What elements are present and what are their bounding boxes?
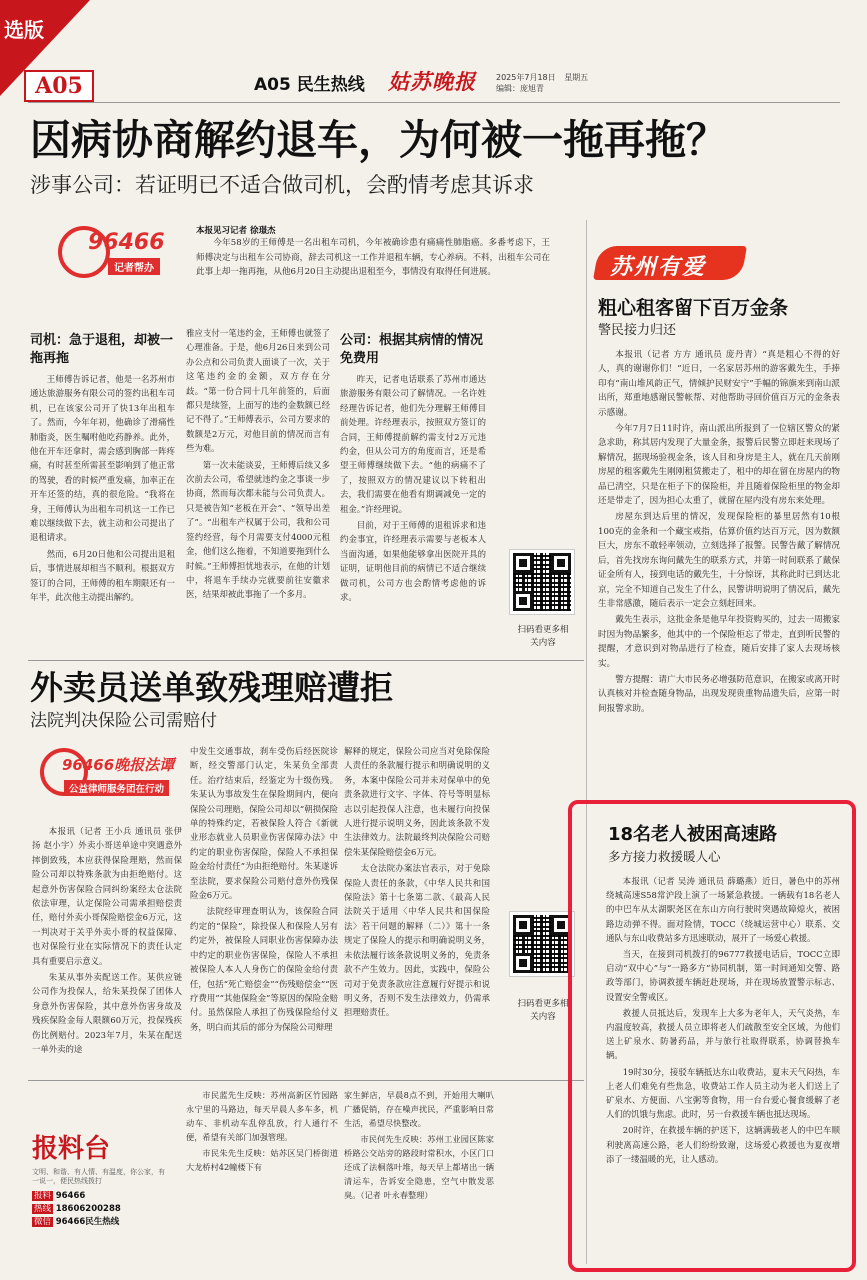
header-meta: [496, 72, 588, 94]
baoliao-line: [32, 1216, 119, 1228]
baoliao-col2: [344, 1088, 494, 1264]
paragraph: 中发生交通事故，刹车受伤后经医院诊断，经交警部门认定，朱某负全部责任。治疗结束后，经鉴定为十级伤残。朱某认为事故发生在保险期间内，便向保险公司理赔，保险公司却以“朝损保险单的特殊约定，若被保险人符合《新就业形态就业人员职业伤害保障办法》中约定的职业伤害保险，保险人不承担保险金给付责任”为由拒绝赔付。朱某遂诉至法院，要求保险公司赔付意外伤残保险金6万元。: [190, 746, 338, 901]
lead-title: 因病协商解约退车，为何被一拖再拖？: [30, 116, 727, 164]
qr-finder: [513, 915, 533, 935]
waimai-col3-body: [344, 744, 490, 1072]
qr-finder: [551, 553, 571, 573]
baoliao-line-value: 96466: [55, 1191, 86, 1201]
paragraph: 然而，6月20日他和公司提出退租后，事情进展却相当不顺利。根据双方签订的合同，王师傅的租车期限还有一年半，此次他主动提出解约。: [30, 548, 175, 603]
paragraph: 市民蓝先生反映：苏州高新区竹园路永宁里的马路边，每天早晨人多车多，机动车、非机动车乱停乱放，行人通行不便，希望有关部门加强管理。: [186, 1090, 338, 1142]
paragraph: 警方提醒：请广大市民务必增强防范意识，在搬家或离开时认真核对并检查随身物品，出现发现贵重物品遗失后，应第一时间报警求助。: [598, 674, 840, 714]
paragraph: 目前，对于王师傅的退租诉求和违约金事宜，许经理表示需要与老板本人当面沟通，如果他能够拿出医院开具的证明，证明他目前的病情已不适合继续做司机，公司方也会酌情考虑他的诉求。: [340, 520, 486, 603]
paragraph: 本报讯（记者 方方 通讯员 庞丹青）“真是粗心不得的好人，真的谢谢你们！”近日，一名家居苏州的游客戴先生，手捧印有“南山堆风韵正气，情倾护民财安宁”手幅的锦旗来到南山派出所，郑重地感谢民警帐帮、对他帮助寻回价值百万元的金条表示感谢。: [598, 350, 840, 418]
corner-label: 选版: [4, 18, 44, 42]
qr-caption-2: 扫码看更多相关内容: [517, 999, 569, 1022]
gaosu-title: 18名老人被困高速路: [608, 824, 778, 845]
baoliao-box: [32, 1134, 168, 1230]
section-rule: [28, 1080, 584, 1081]
paragraph: 房屋东到达后里的情况，发现保险柜的暴里居然有10根100克的金条和一个藏宝戒指，估算价值约达百万元，因为数额巨大，房东不敢轻率领动，立刻选择了报警。民警告戴了解情况后，首先找房东询问戴先生的联系方式，并第一时间联系了戴保证金所有人，接到电话的戴先生，十分惊讶，其称此时已到达北京，完全不知道自己发生了什么，民警讲明说明了情况后，戴先生非常感激，随后表示一定会立刻赶回来。: [598, 512, 840, 609]
paragraph: 今年7月7日11时许，南山派出所报到了一位辖区警众的紧急求助，称其居内发现了大量金条，报警后民警立即赶来现场了解情况，据现场验视金条，该人目和身房是主人，就在几天前刚房屋的租客戴先生刚刚租赁搬走了，租中的却在留在房屋内的物品已清空，只是在柜子下的保险柜，并且随着保险柜里的物金却还是带走了，因为担心太重了，就留在屋内没有房东来处理。: [598, 424, 840, 507]
lead-col3-heading: 公司：根据其病情的情况免费用: [340, 333, 484, 366]
lead-subtitle: 涉事公司：若证明已不适合做司机，会酌情考虑其诉求: [30, 173, 534, 197]
paragraph: 法院经审理查明认为，该保险合同约定的“保险”，除投保人和保险人另有约定外，被保险人同职业伤害保障办法中约定的职业伤害保险，保险人不承担被保险人本人人身伤亡的保险金给付责任，包括“死亡赔偿金”“伤残赔偿金”“医疗费用”“其他保险金”等原因的保险金赔付。虽然保险人承担了伤残保险给付义务，明白而其后的部分为保险公司辩理: [190, 906, 338, 1032]
lead-col3-body: [340, 372, 486, 644]
lead-col2-body: [186, 326, 330, 644]
qr-finder: [513, 591, 533, 611]
baoliao-col1: [186, 1088, 338, 1264]
qr-caption-1: 扫码看更多相关内容: [517, 625, 569, 648]
baoliao-line-label: 微信: [34, 1217, 52, 1227]
baoliao-line-value: 18606200288: [55, 1204, 121, 1214]
lead-intro-text: 今年58岁的王师傅是一名出租车司机，今年被确诊患有痛痛性肺脂癌。多番考虑下，王师傅决定与出租车公司协商，辞去司机这一工作并退租车辆，专心养病。不料，出租车公司在此事上却一拖再拖，从他6月20日主动提出退租至今，事情没有取得任何进展。: [196, 238, 550, 278]
paragraph: 当天，在接到司机拨打的96777救援电话后，TOCC立即启动“双中心”与“一路多方”协同机制，第一时间通知交警、路政等部门，协调救援车辆赶赴现场，并在现场放置警示标志、设置安全警戒区。: [606, 949, 840, 1002]
badge-subtitle: 公益律师服务团在行动: [64, 780, 169, 796]
paragraph: 第一次未能谈妥，王师傅后续又多次前去公司，希望就违约金之事谈一步协商，然而每次都未能与公司负责人。只是被告知“老板在开会”、“领导出差了”。“出租车产权属于公司，我和公司签约经营，每个月需要支付4000元租金，他们这么拖着，不知道要拖到什么时候。”王师傅担忧地表示，在他的计划中，将退车手续办完就要前往安徽求医，结果却被此事拖了一个多月。: [186, 459, 330, 600]
qr-code-2: [510, 912, 574, 976]
page-number-box: [24, 70, 94, 102]
masthead: 姑苏晚报: [388, 69, 476, 94]
paragraph: 朱某从事外卖配送工作。某供应链公司作为投保人，给朱某投保了团体人身意外伤害保险，其中意外伤害身故及残疾保险金每人限额60万元，投保残疾伤比例赔付。2023年7月，朱某在配送一单外卖的途: [32, 972, 182, 1055]
gaosu-body: [606, 874, 840, 1260]
waimai-title: 外卖员送单致残理赔遭拒: [30, 668, 393, 707]
paragraph: 雅应支付一笔违约金，王师傅也就签了心理准备。于是，他6月26日来到公司办公点和公司负责人面谈了一次，关于这笔违约金的金额，双方存在分歧。“第一份合同十几年前签的，后面都只是续签，上面写的违约金数额已经记不得了。”王师傅表示，公司方要求的数额是2万元，对他目前的情况而言有些为难。: [186, 328, 330, 454]
paragraph: 市民何先生反映：苏州工业园区陈家桥路公交站旁的路段时常积水，小区门口还成了法桐落叶堆，每天早上都堵出一辆清运车，告诉安全隐患，空气中散发恶臭。（记者 叶永春整理）: [344, 1134, 494, 1200]
paragraph: 王师傅告诉记者，他是一名苏州市通达旅游服务有限公司的签约出租车司机，已在该家公司开了快13年出租车了。然而，今年年初，他确诊了滑痛性肺脂炎，医生嘱咐他吃药静养。此外，他在开车还拿时，需会感到胸部一阵疼痛，有时甚至所需甚至影响到了他正常的驾驶，看的时候严重发痛，加率正在开车还签的结，真的很危险。“我将在身，王师傅认为出租车司机这一工作已难以继续做下去，就主动和公司提出了退租请求。: [30, 374, 175, 543]
badge-fatan: [40, 744, 188, 804]
badge-text: 苏州有爱: [610, 255, 707, 280]
lead-intro: [196, 236, 550, 310]
badge-title: 96466晚报法谭: [62, 756, 175, 774]
paragraph: 19时30分，接驳车辆抵达东山收费站，夏末天气闷热，车上老人们难免有些焦急，收费站工作人员主动为老人们送上了矿泉水、方便面、八宝粥等食物，用一台台爱心餐食缓解了老人们的饥饿与焦虑。此时，另一台救援车辆也抵达现场。: [606, 1066, 840, 1120]
gaosu-subtitle: 多方接力救援暖人心: [608, 849, 721, 864]
paragraph: 戴先生表示，这批金条是他早年投资购买的，过去一周搬家时因为物品繁多，他其中的一个保险柜忘了带走，直到听民警的提醒，才意识到对物品进行了检查，随后安排了家人去现场核实。: [598, 615, 840, 669]
suzhou-title: 粗心租客留下百万金条: [598, 297, 789, 319]
section-rule: [28, 660, 584, 661]
baoliao-tagline: 文明、和谐、有人情、有温度，你公家，有一说一，便民热线拨打: [32, 1168, 165, 1185]
baoliao-line: [32, 1190, 85, 1202]
paragraph: 太仓法院办案法官表示，对于免除保险人责任的条款，《中华人民共和国保险法》第十七条第二款、《最高人民法院关于适用〈中华人民共和国保险法〉若干问题的解释（二）》第十一条规定了保险人的提示和明确说明义务，未依法履行该条款说明义务的，免责条款不产生效力。因此，实践中，保险公司对于免责条款应注意履行好提示和说明义务，否则不发生法律效力，仍需承担理赔责任。: [344, 863, 490, 1018]
issue-date: 2025年7月18日: [496, 73, 556, 82]
editor: 编辑：庞旭青: [496, 84, 544, 93]
qr-finder: [513, 953, 533, 973]
qr-finder: [513, 553, 533, 573]
paragraph: 本报讯（记者 王小兵 通讯员 张伊扬 赵小宇）外卖小哥送单途中突遇意外摔倒致残，本应获得保险理赔，然而保险公司却以特殊条款为由拒绝赔付。这起意外伤害保险合同纠纷案经太仓法院依法审理，认定保险公司需承担赔偿责任，赔付外卖小哥保险赔偿金6万元，这一判决对于关乎外卖小哥的权益保障、也对保险行业在实际情况下的责任认定具有重要启示意义。: [32, 826, 182, 966]
waimai-subtitle: 法院判决保险公司需赔付: [30, 711, 217, 731]
suzhou-body: [598, 348, 840, 792]
baoliao-line: [32, 1203, 121, 1215]
baoliao-line-label: 报料: [34, 1191, 52, 1201]
suzhou-subtitle: 警民接力归还: [598, 323, 677, 338]
badge-subtitle: 记者帮办: [108, 258, 160, 275]
lead-col1-heading: 司机：急于退租，却被一拖再拖: [30, 333, 174, 366]
lead-col1-body: [30, 372, 175, 644]
baoliao-line-value: 96466民生热线: [55, 1217, 120, 1227]
paragraph: 20时许，在救援车辆的护送下，这辆满载老人的中巴车顺利驶离高速公路，老人们纷纷致谢，这场爱心救援也为夏夜增添了一缕温暖的光，让人感动。: [606, 1125, 840, 1164]
suzhou-badge: [596, 242, 766, 286]
paragraph: 昨天，记者电话联系了苏州市通达旅游服务有限公司了解情况。一名许姓经理告诉记者，他们先分理解王师傅目前处理。许经理表示，按照双方签订的合同，王师傅提前解约需支付2万元违约金，但从公司方的角度而言，还是希望王师傅继续做下去。“他的病痛不了了，按照双方的情况建议以下转租出去，我们需要在他看有期调减免一定的租金。”许经理说。: [340, 374, 486, 514]
qr-code-1: [510, 550, 574, 614]
page-number: A05: [35, 73, 83, 99]
badge-96466: [58, 222, 178, 278]
paragraph: 本报讯（记者 吴涛 通讯员 薛璐燕）近日，暑色中的苏州绕城高速S58常沪段上演了一场紧急救援。一辆载有18名老人的中巴车从太湖駅尧区在东山方向行驶时突遇故障熄火，被困路边动弹不得。面对险情，TOCC（绕城运营中心）联系、交通队与东山收费站多方迅速联动，展开了一场爱心救援。: [606, 876, 840, 943]
section-label: A05 民生热线: [254, 75, 365, 95]
paragraph: 解释的规定，保险公司应当对免除保险人责任的条款履行提示和明确说明的义务，本案中保险公司并未对保单中的免责条款进行文字、字体、符号等明显标志以引起投保人注意，也未履行向投保人进行提示说明义务，因此该条款不发生法律效力。法院最终判决保险公司赔偿朱某保险赔偿金6万元。: [344, 746, 490, 857]
issue-weekday: 星期五: [564, 73, 589, 82]
baoliao-line-label: 热线: [34, 1204, 52, 1214]
badge-number: 96466: [88, 230, 165, 255]
lead-byline: 本报见习记者 徐璟杰: [196, 226, 276, 236]
paragraph: 救援人员抵达后，发现车上大多为老年人，天气炎热，车内温度较高，救援人员立即将老人们疏散至安全区域，为他们送上矿泉水、防暑药品，并与旅行社取得联系，协调替换车辆。: [606, 1007, 840, 1061]
header-rule: [28, 102, 840, 103]
paragraph: 家生鲜店，早晨8点不到，开始用大喇叭广播促销，存在噪声扰民，严重影响日常生活，希望尽快整改。: [344, 1090, 494, 1128]
baoliao-title: 报料台: [32, 1134, 111, 1164]
paragraph: 市民朱先生反映：姑苏区吴门桥街道大龙桥村42幢楼下有: [186, 1148, 338, 1172]
